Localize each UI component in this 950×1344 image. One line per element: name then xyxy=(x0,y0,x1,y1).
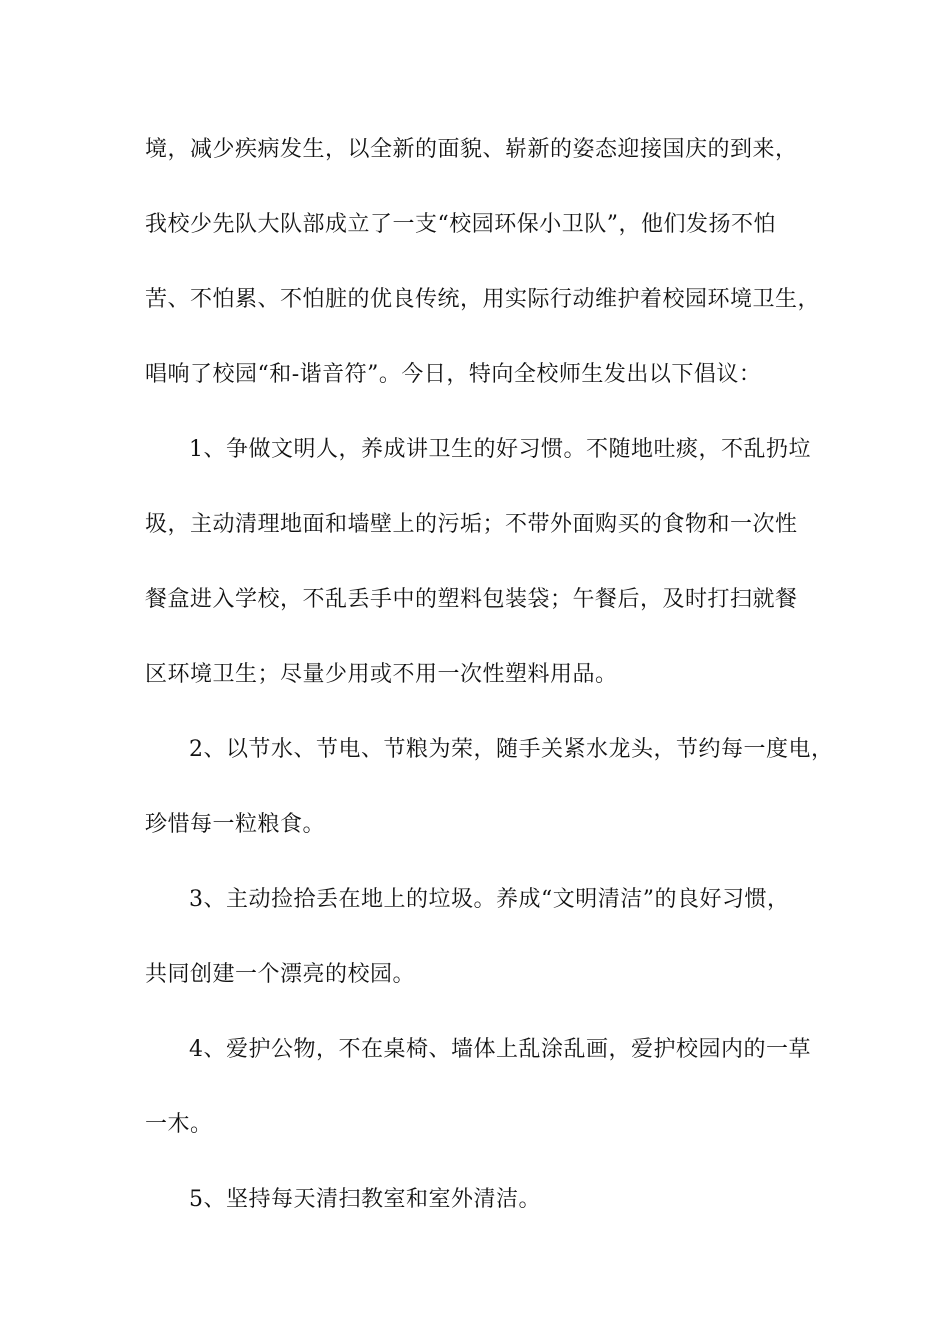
list-item-2-line: 珍惜每一粒粮食。 xyxy=(145,812,326,837)
list-item-5-line: 5、坚持每天清扫教室和室外清洁。 xyxy=(189,1187,541,1212)
list-item-3-line: 3、主动捡拾丢在地上的垃圾。养成“文明清洁”的良好习惯， xyxy=(189,887,790,912)
list-item-1-line: 1、争做文明人，养成讲卫生的好习惯。不随地吐痰，不乱扔垃 xyxy=(189,437,811,462)
paragraph-line: 境，减少疾病发生，以全新的面貌、崭新的姿态迎接国庆的到来， xyxy=(145,137,798,162)
document-body xyxy=(145,130,834,1255)
list-item-3-line: 共同创建一个漂亮的校园。 xyxy=(145,962,416,987)
list-item-4-line: 一木。 xyxy=(145,1112,213,1137)
list-item-2-line: 2、以节水、节电、节粮为荣，随手关紧水龙头，节约每一度电， xyxy=(189,737,834,762)
paragraph-line: 唱响了校园“和-谐音符”。今日，特向全校师生发出以下倡议： xyxy=(145,362,762,387)
list-item-1-line: 圾，主动清理地面和墙壁上的污垢；不带外面购买的食物和一次性 xyxy=(145,512,798,537)
list-item-1-line: 区环境卫生；尽量少用或不用一次性塑料用品。 xyxy=(145,662,618,687)
paragraph-line: 苦、不怕累、不怕脏的优良传统，用实际行动维护着校园环境卫生， xyxy=(145,287,821,312)
list-item-1-line: 餐盒进入学校，不乱丢手中的塑料包装袋；午餐后，及时打扫就餐 xyxy=(145,587,798,612)
list-item-4-line: 4、爱护公物，不在桌椅、墙体上乱涂乱画，爱护校园内的一草 xyxy=(189,1037,811,1062)
paragraph-line: 我校少先队大队部成立了一支“校园环保小卫队”，他们发扬不怕 xyxy=(145,212,776,237)
